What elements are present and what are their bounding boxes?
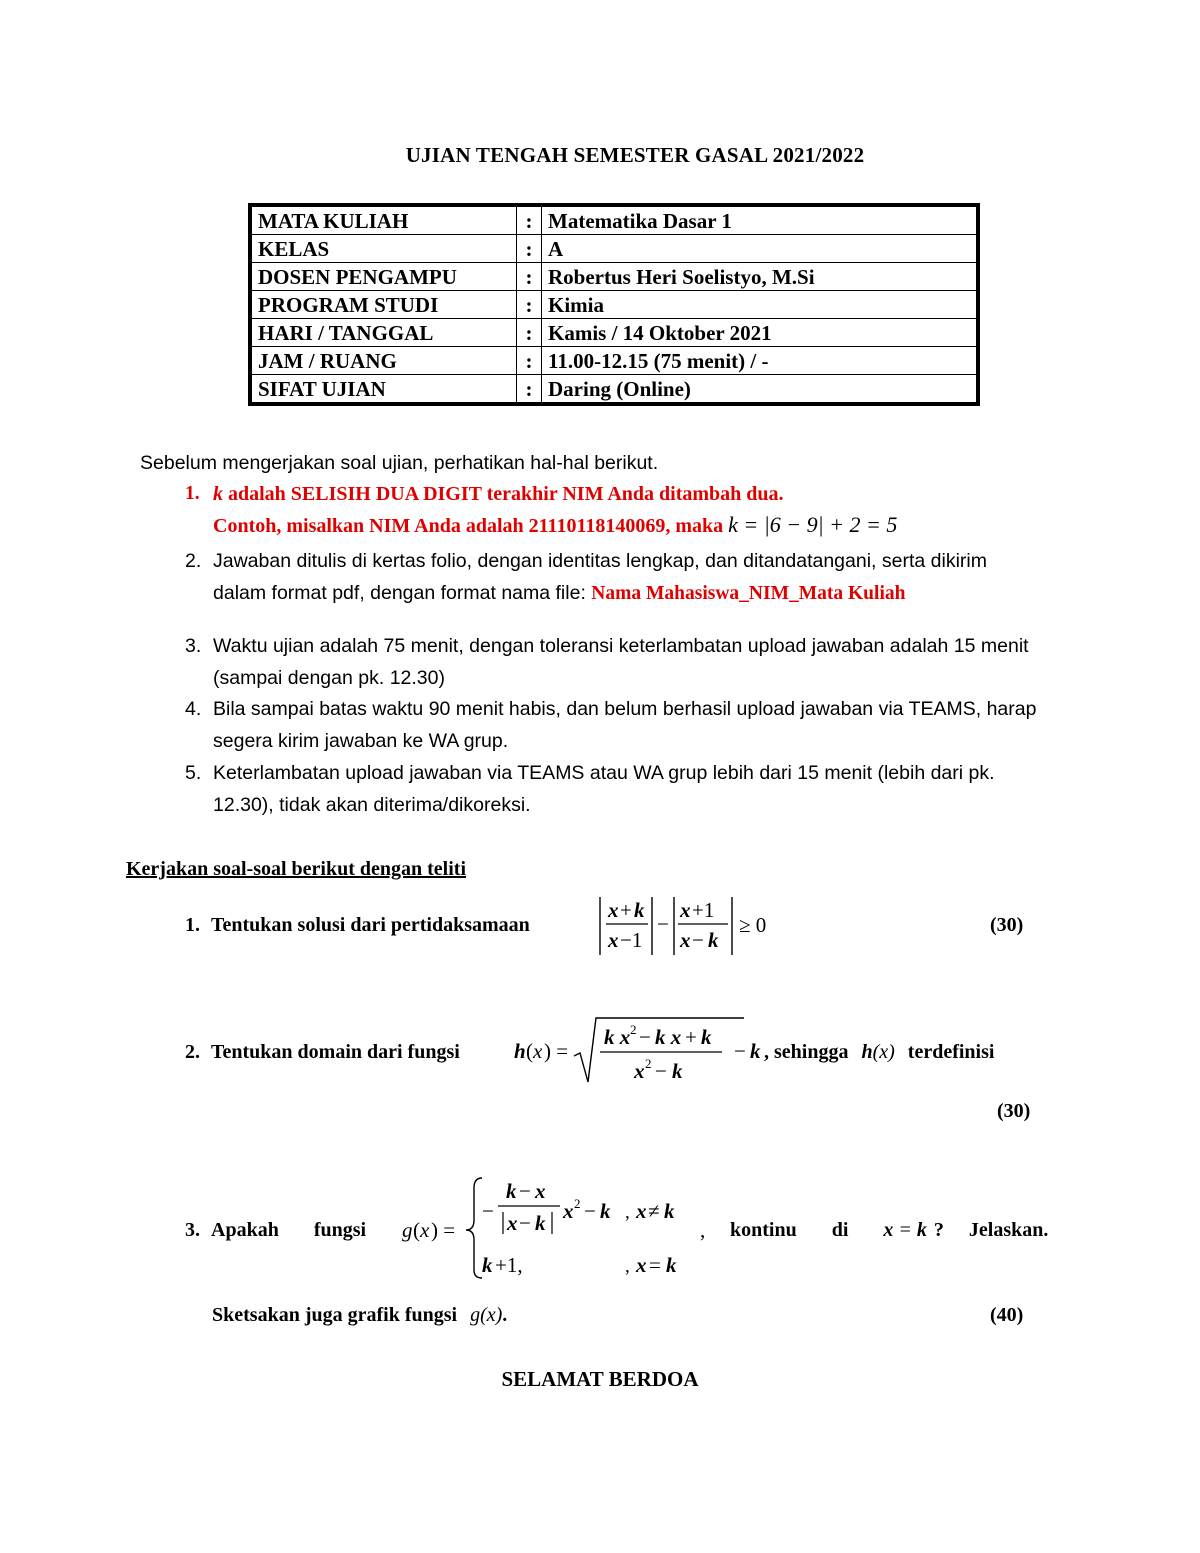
svg-text:2: 2: [574, 1196, 581, 1211]
info-value: Kimia: [542, 291, 979, 319]
instruction-example: Contoh, misalkan NIM Anda adalah 21110118140069, maka: [213, 515, 729, 537]
svg-text:k: k: [634, 898, 645, 922]
svg-text:x: x: [636, 1253, 647, 1277]
svg-text:+1: +1: [692, 898, 715, 922]
table-row: [250, 205, 978, 235]
svg-text:−: −: [655, 1059, 667, 1083]
info-label: DOSEN PENGAMPU: [250, 263, 517, 291]
instruction-text: Waktu ujian adalah 75 menit, dengan toleransi keterlambatan upload jawaban adalah 15 menit (sampai dengan pk. 12.30): [213, 635, 1029, 689]
svg-text:(: (: [526, 1039, 533, 1063]
question-text: fungsi: [313, 1219, 367, 1241]
svg-text:≠: ≠: [648, 1199, 660, 1223]
svg-text:−: −: [639, 1025, 651, 1049]
info-separator: :: [517, 375, 542, 405]
table-row: [250, 375, 978, 405]
info-label: SIFAT UJIAN: [250, 375, 517, 405]
info-value: Kamis / 14 Oktober 2021: [542, 319, 979, 347]
info-separator: :: [517, 291, 542, 319]
instruction-text: Bila sampai batas waktu 90 menit habis, dan belum berhasil upload jawaban via TEAMS, harap segera kirim jawaban ke WA grup.: [213, 698, 1037, 752]
svg-text:x: x: [608, 928, 619, 952]
svg-text:+1,: +1,: [495, 1253, 523, 1277]
svg-text:−: −: [692, 928, 704, 952]
info-value: 11.00-12.15 (75 menit) / -: [542, 347, 979, 375]
question-number: 1.: [185, 914, 200, 936]
svg-text:,: ,: [625, 1202, 630, 1223]
info-label: PROGRAM STUDI: [250, 291, 517, 319]
question-2-score: (30): [997, 1100, 1031, 1122]
instruction-number: 4.: [185, 698, 202, 720]
closing-message: SELAMAT BERDOA: [501, 1367, 699, 1391]
svg-text:x: x: [533, 1039, 543, 1063]
svg-text:+: +: [620, 898, 632, 922]
svg-text:k: k: [701, 1025, 712, 1049]
question-3-score: (40): [990, 1304, 1024, 1326]
svg-text:≥ 0: ≥ 0: [739, 913, 767, 937]
x-equals-k: x = k: [883, 1219, 927, 1241]
svg-text:k: k: [708, 928, 719, 952]
svg-text:x: x: [420, 1218, 430, 1242]
svg-text:x: x: [680, 928, 691, 952]
g-of-x: g(x): [470, 1304, 503, 1326]
info-separator: :: [517, 347, 542, 375]
inequality-formula: [594, 893, 784, 959]
instruction-number: 3.: [185, 635, 202, 657]
svg-text:−: −: [734, 1039, 746, 1063]
svg-text:2: 2: [630, 1022, 637, 1037]
piecewise-function-formula: [400, 1172, 710, 1282]
question-text: Jelaskan.: [968, 1219, 1049, 1241]
svg-text:−: −: [584, 1199, 596, 1223]
instruction-number: 2.: [185, 550, 202, 572]
svg-text:,: ,: [625, 1256, 630, 1277]
question-text: Tentukan domain dari fungsi: [211, 1041, 460, 1063]
svg-text:−1: −1: [620, 928, 643, 952]
svg-text:k: k: [750, 1039, 761, 1063]
questions-heading: Kerjakan soal-soal berikut dengan teliti: [126, 858, 467, 880]
instruction-text: adalah SELISIH DUA DIGIT terakhir NIM Anda ditambah dua.: [223, 483, 784, 505]
question-text: Sketsakan juga grafik fungsi: [212, 1304, 458, 1326]
svg-text:k: k: [672, 1059, 683, 1083]
instruction-text: Jawaban ditulis di kertas folio, dengan identitas lengkap, dan ditandatangani, serta dikirim dalam format pdf, dengan format nama file:: [213, 550, 987, 604]
info-label: KELAS: [250, 235, 517, 263]
question-text: Tentukan solusi dari pertidaksamaan: [211, 914, 530, 936]
svg-text:) =: ) =: [544, 1039, 569, 1063]
svg-text:k: k: [535, 1211, 546, 1235]
svg-text:h: h: [514, 1039, 526, 1063]
question-text: terdefinisi: [907, 1041, 995, 1063]
info-label: HARI / TANGGAL: [250, 319, 517, 347]
question-text: , sehingga: [764, 1041, 849, 1063]
table-row: [250, 319, 978, 347]
info-label: JAM / RUANG: [250, 347, 517, 375]
info-value: Matematika Dasar 1: [542, 205, 979, 235]
svg-text:x: x: [563, 1199, 574, 1223]
example-formula: k = |6 − 9| + 2 = 5: [728, 512, 898, 537]
info-separator: :: [517, 319, 542, 347]
info-value: A: [542, 235, 979, 263]
svg-text:) =: ) =: [431, 1218, 456, 1242]
question-text: Apakah: [211, 1219, 279, 1241]
svg-text:k: k: [600, 1199, 611, 1223]
svg-text:x: x: [636, 1199, 647, 1223]
svg-text:x: x: [608, 898, 619, 922]
info-separator: :: [517, 235, 542, 263]
table-row: [250, 235, 978, 263]
svg-text:−: −: [519, 1211, 531, 1235]
instructions-intro: Sebelum mengerjakan soal ujian, perhatikan hal-hal berikut.: [140, 452, 659, 474]
question-3-continuation: kontinu di x = k ? Jelaskan.: [730, 1219, 1049, 1241]
table-row: [250, 347, 978, 375]
svg-text:x: x: [634, 1059, 645, 1083]
k-variable: k: [213, 483, 223, 505]
svg-text:−: −: [657, 912, 669, 936]
info-separator: :: [517, 263, 542, 291]
svg-text:k: k: [666, 1253, 677, 1277]
question-number: 2.: [185, 1041, 200, 1063]
table-row: [250, 291, 978, 319]
question-2: [185, 1041, 460, 1064]
file-name-format: Nama Mahasiswa_NIM_Mata Kuliah: [591, 583, 906, 604]
info-value: Daring (Online): [542, 375, 979, 405]
info-label: MATA KULIAH: [250, 205, 517, 235]
question-1-score: (30): [990, 914, 1024, 936]
question-text: kontinu: [730, 1219, 797, 1241]
svg-text:−: −: [519, 1179, 531, 1203]
question-3-line-2: Sketsakan juga grafik fungsi g(x).: [212, 1304, 508, 1326]
svg-text:x: x: [507, 1211, 518, 1235]
svg-text:k: k: [482, 1253, 493, 1277]
svg-text:k: k: [506, 1179, 517, 1203]
svg-text:,: ,: [700, 1218, 706, 1242]
instruction-text: Keterlambatan upload jawaban via TEAMS atau WA grup lebih dari 15 menit (lebih dari pk. 12.30), tidak akan diterima/dikoreksi.: [213, 762, 995, 816]
svg-text:−: −: [482, 1199, 494, 1223]
svg-text:k x: k x: [604, 1025, 631, 1049]
svg-text:k x: k x: [655, 1025, 682, 1049]
svg-text:+: +: [685, 1025, 697, 1049]
exam-info-table: [248, 203, 980, 406]
info-value: Robertus Heri Soelistyo, M.Si: [542, 263, 979, 291]
page-title: UJIAN TENGAH SEMESTER GASAL 2021/2022: [405, 143, 865, 167]
svg-text:(: (: [413, 1218, 420, 1242]
info-separator: :: [517, 205, 542, 235]
instruction-number: 5.: [185, 762, 202, 784]
question-2-continuation: [764, 1041, 994, 1064]
instruction-number: 1.: [185, 483, 200, 504]
question-number: 3.: [185, 1219, 200, 1241]
question-text: di: [831, 1219, 849, 1241]
domain-function-formula: [512, 1010, 772, 1088]
h-of-x: h(x): [861, 1041, 895, 1063]
svg-text:k: k: [664, 1199, 675, 1223]
svg-text:=: =: [649, 1253, 661, 1277]
question-1: [185, 914, 530, 937]
svg-text:x: x: [535, 1179, 546, 1203]
svg-text:x: x: [680, 898, 691, 922]
svg-text:g: g: [402, 1218, 413, 1242]
svg-text:2: 2: [645, 1056, 652, 1071]
question-3: [185, 1219, 366, 1242]
table-row: [250, 263, 978, 291]
